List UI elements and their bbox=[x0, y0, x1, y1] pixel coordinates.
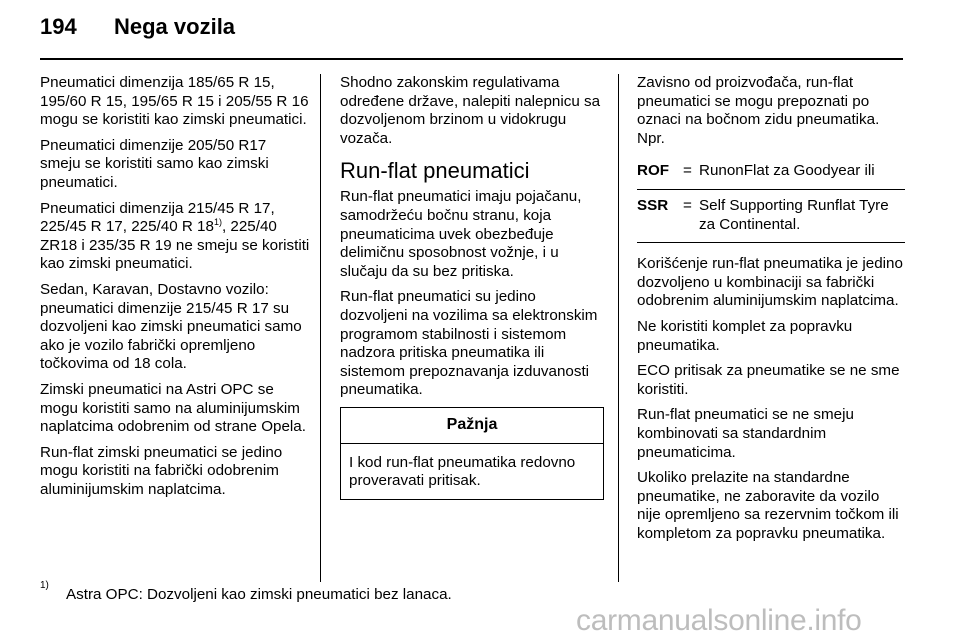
footnote-ref: 1) bbox=[213, 217, 222, 228]
column-divider bbox=[320, 74, 321, 582]
paragraph: ECO pritisak za pneumatike se ne sme koristiti. bbox=[637, 362, 900, 398]
paragraph: Run-flat pneumatici imaju pojačanu, samodržeću bočnu stranu, koja pneumaticima uvek obezbeđuje delimičnu sposobnost vožnje, i u slučaju da su bez pritiska. bbox=[340, 188, 582, 280]
paragraph: Pneumatici dimenzija 185/65 R 15, 195/60 R 15, 195/65 R 15 i 205/55 R 16 mogu se koristiti kao zimski pneumatici. bbox=[40, 74, 309, 129]
page-number: 194 bbox=[40, 14, 77, 39]
definition-eq: = bbox=[683, 162, 692, 180]
column-3 bbox=[637, 74, 905, 550]
notice-text: I kod run-flat pneumatika redovno proveravati pritisak. bbox=[349, 453, 576, 490]
definition-text: Self Supporting Runflat Tyre za Continental. bbox=[699, 196, 889, 233]
notice-title: Pažnja bbox=[341, 408, 603, 444]
notice-box bbox=[340, 407, 604, 500]
definition-row bbox=[637, 190, 905, 243]
definition-eq: = bbox=[683, 196, 692, 214]
definition-row bbox=[637, 155, 905, 190]
paragraph: Shodno zakonskim regulativama određene države, nalepiti nalepnicu sa dozvoljenom brzinom u vidokrugu vozača. bbox=[340, 74, 601, 147]
paragraph: Korišćenje run-flat pneumatika je jedino dozvoljeno u kombinaciji sa fabrički odobrenim aluminijumskim naplatcima. bbox=[637, 255, 903, 310]
paragraph: Run-flat pneumatici su jedino dozvoljeni na vozilima sa elektronskim programom stabilnosti i sistemom nadzora pritiska pneumatika ili sistemom prepoznavanja izduvanosti pneumatika. bbox=[340, 288, 598, 399]
footnote-mark: 1) bbox=[40, 580, 49, 591]
definition-list bbox=[637, 155, 905, 243]
paragraph: Zavisno od proizvođača, run-flat pneumatici se mogu prepoznati po oznaci na bočnom zidu pneumatika. Npr. bbox=[637, 74, 880, 147]
paragraph: Ne koristiti komplet za popravku pneumatika. bbox=[637, 317, 853, 354]
footnote-text: Astra OPC: Dozvoljeni kao zimski pneumatici bez lanaca. bbox=[66, 586, 452, 603]
page-title: Nega vozila bbox=[114, 14, 236, 39]
definition-term: SSR bbox=[637, 196, 669, 214]
definition-text: RunonFlat za Goodyear ili bbox=[699, 162, 875, 180]
footnote bbox=[40, 580, 452, 603]
column-2 bbox=[340, 74, 604, 500]
text: Pneumatici dimenzija 215/45 R 17, 225/45 R 17, 225/40 R 18 bbox=[40, 199, 275, 236]
column-divider bbox=[618, 74, 619, 582]
header-rule bbox=[40, 58, 903, 60]
paragraph: Sedan, Karavan, Dostavno vozilo: pneumatici dimenzije 215/45 R 17 su dozvoljeni kao zimski pneumatici samo ako je vozilo fabrički opremljeno točkovima od 18 cola. bbox=[40, 280, 302, 373]
paragraph: Run-flat pneumatici se ne smeju kombinovati sa standardnim pneumaticima. bbox=[637, 406, 854, 461]
paragraph: Zimski pneumatici na Astri OPC se mogu koristiti samo na aluminijumskim naplatcima odobrenim od strane Opela. bbox=[40, 380, 306, 436]
definition-term: ROF bbox=[637, 162, 670, 180]
text: , 225/40 ZR18 i 235/35 R 19 ne smeju se koristiti kao zimski pneumatici. bbox=[40, 218, 310, 273]
paragraph: Run-flat zimski pneumatici se jedino mogu koristiti na fabrički odobrenim aluminijumskim naplatcima. bbox=[40, 443, 283, 498]
paragraph-with-footnote bbox=[40, 200, 310, 274]
column-1 bbox=[40, 74, 310, 506]
page-header bbox=[40, 14, 235, 54]
paragraph: Pneumatici dimenzije 205/50 R17 smeju se koristiti samo kao zimski pneumatici. bbox=[40, 136, 269, 191]
section-heading: Run-flat pneumatici bbox=[340, 158, 530, 184]
watermark: carmanualsonline.info bbox=[576, 604, 862, 637]
paragraph: Ukoliko prelazite na standardne pneumatike, ne zaboravite da vozilo nije opremljeno sa rezervnim točkom ili kompletom za popravku pneumatika. bbox=[637, 469, 899, 542]
